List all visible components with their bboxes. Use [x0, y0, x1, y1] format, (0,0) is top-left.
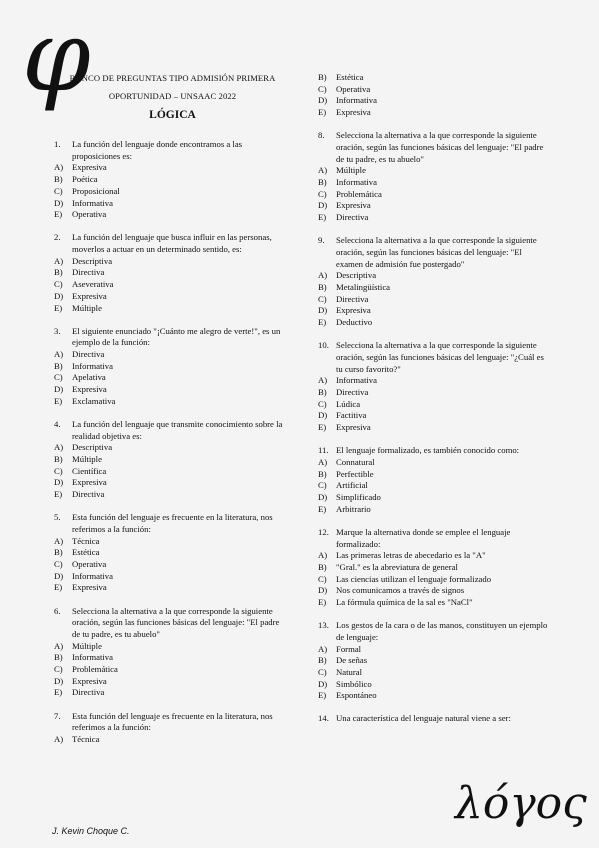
- option: [54, 256, 286, 268]
- option-text: Múltiple: [72, 454, 102, 465]
- option-text: Formal: [336, 643, 362, 654]
- option-text: Operativa: [72, 209, 107, 220]
- option: [318, 492, 550, 504]
- option: [54, 559, 286, 571]
- question: [318, 445, 550, 515]
- option: [318, 574, 550, 586]
- question: [54, 232, 286, 314]
- option-text: Lúdica: [336, 398, 361, 409]
- question: [318, 130, 550, 224]
- option: [318, 387, 550, 399]
- option-text: Exclamativa: [72, 395, 116, 406]
- option-text: Metalingüística: [336, 282, 391, 293]
- question-stem: [318, 235, 550, 270]
- option-letter: C): [318, 480, 327, 491]
- option-letter: D): [318, 492, 328, 503]
- question-text: Selecciona la alternativa a la que corresponde la siguiente oración, según las funciones básicas del lenguaje: "El examen de admisión fue postergado": [336, 235, 537, 269]
- option: [318, 375, 550, 387]
- header-line-1: BANCO DE PREGUNTAS TIPO ADMISIÓN PRIMERA: [69, 73, 276, 83]
- question: [54, 606, 286, 700]
- option-text: Poética: [72, 174, 98, 185]
- option: [318, 597, 550, 609]
- option: [54, 536, 286, 548]
- option-text: Aseverativa: [72, 279, 114, 290]
- question: [54, 139, 286, 221]
- question-text: Selecciona la alternativa a la que corresponde la siguiente oración, según las funciones básicas del lenguaje: "El padre de tu padre, es tu abuelo": [72, 605, 280, 639]
- question-number: 5.: [54, 512, 61, 523]
- option-letter: E): [318, 690, 327, 701]
- option-letter: B): [54, 174, 63, 185]
- option-letter: A): [54, 733, 64, 744]
- option-letter: D): [318, 585, 328, 596]
- logos-word: λόγος: [455, 778, 587, 829]
- option-text: Múltiple: [72, 302, 102, 313]
- option-letter: A): [54, 162, 64, 173]
- option-text: Las primeras letras de abecedario es la "A": [336, 550, 486, 561]
- option-letter: C): [318, 573, 327, 584]
- question-7-continuation: [318, 72, 550, 119]
- option-letter: B): [318, 468, 327, 479]
- question-stem: [54, 512, 286, 535]
- option: [318, 585, 550, 597]
- option-text: Arbitrario: [336, 503, 371, 514]
- page-title: LÓGICA: [149, 109, 196, 121]
- option: [54, 664, 286, 676]
- option-text: Natural: [336, 666, 363, 677]
- option: [54, 162, 286, 174]
- question-stem: [318, 340, 550, 375]
- option-letter: D): [54, 675, 64, 686]
- option-letter: E): [318, 107, 327, 118]
- question-stem: [54, 606, 286, 641]
- option-letter: B): [54, 454, 63, 465]
- option-letter: D): [54, 570, 64, 581]
- option-text: "Gral." es la abreviatura de general: [336, 561, 458, 572]
- option-text: Apelativa: [72, 372, 106, 383]
- option: [54, 384, 286, 396]
- option-text: Expresiva: [336, 422, 371, 433]
- option: [318, 457, 550, 469]
- option-letter: B): [318, 282, 327, 293]
- question: [318, 620, 550, 702]
- question-number: 10.: [318, 340, 329, 351]
- option-letter: A): [318, 643, 328, 654]
- option: [54, 477, 286, 489]
- option-text: De señas: [336, 655, 368, 666]
- option-letter: C): [54, 664, 63, 675]
- option-text: Estética: [336, 72, 364, 82]
- option-text: Directiva: [72, 489, 105, 500]
- option: [318, 165, 550, 177]
- question-number: 8.: [318, 130, 325, 141]
- option: [318, 655, 550, 667]
- option-letter: C): [54, 559, 63, 570]
- question-number: 1.: [54, 139, 61, 149]
- option-text: Operativa: [336, 83, 371, 94]
- option-text: Nos comunicamos a través de signos: [336, 585, 465, 596]
- question-number: 11.: [318, 445, 329, 456]
- option-letter: B): [318, 561, 327, 572]
- option: [318, 422, 550, 434]
- option-text: Descriptiva: [72, 442, 113, 453]
- option-text: Factitiva: [336, 410, 367, 421]
- option-letter: E): [54, 582, 63, 593]
- option: [318, 469, 550, 481]
- option-letter: C): [318, 293, 327, 304]
- question: [54, 326, 286, 408]
- question-text: La función del lenguaje que transmite conocimiento sobre la realidad objetiva es:: [72, 418, 283, 441]
- option: [54, 641, 286, 653]
- option: [54, 372, 286, 384]
- option-text: Simbólico: [336, 678, 372, 689]
- option: [318, 200, 550, 212]
- option: [54, 442, 286, 454]
- option: [54, 687, 286, 699]
- question-stem: [318, 620, 550, 643]
- option-text: Directiva: [72, 349, 105, 360]
- question-text: La función del lenguaje que busca influir en las personas, moverlos a actuar en un determinado sentido, es:: [72, 232, 272, 255]
- option-text: Informativa: [336, 177, 378, 188]
- option-letter: B): [318, 655, 327, 666]
- question: [318, 527, 550, 609]
- option-letter: C): [54, 465, 63, 476]
- question-text: Una característica del lenguaje natural viene a ser:: [336, 713, 511, 724]
- option-letter: E): [318, 422, 327, 433]
- option: [318, 72, 550, 84]
- option: [54, 466, 286, 478]
- option: [318, 667, 550, 679]
- question-number: 14.: [318, 713, 329, 724]
- option-text: Directiva: [72, 267, 105, 278]
- question-number: 6.: [54, 605, 61, 616]
- question-stem: [54, 419, 286, 442]
- option-text: Operativa: [72, 559, 107, 570]
- option-letter: D): [318, 410, 328, 421]
- option-text: Informativa: [72, 652, 114, 663]
- option-letter: B): [54, 547, 63, 558]
- option-letter: B): [318, 177, 327, 188]
- option-letter: D): [318, 200, 328, 211]
- option-text: Técnica: [72, 535, 100, 546]
- option: [54, 267, 286, 279]
- option-text: Informativa: [72, 197, 114, 208]
- option-text: Técnica: [72, 733, 100, 744]
- question-stem: [318, 713, 550, 725]
- question-stem: [54, 232, 286, 255]
- option-text: Directiva: [336, 212, 369, 223]
- question-number: 3.: [54, 325, 61, 336]
- option-letter: E): [318, 503, 327, 514]
- option-letter: D): [54, 197, 64, 208]
- option: [318, 399, 550, 411]
- option-letter: D): [54, 477, 64, 488]
- option-text: Perfectible: [336, 468, 374, 479]
- option: [54, 454, 286, 466]
- option-text: Expresiva: [336, 305, 371, 316]
- option: [318, 84, 550, 96]
- option: [318, 95, 550, 107]
- option-letter: E): [318, 317, 327, 328]
- option: [54, 571, 286, 583]
- header-line-2: OPORTUNIDAD – UNSAAC 2022: [108, 91, 237, 101]
- option-text: Expresiva: [72, 675, 107, 686]
- question-text: Esta función del lenguaje es frecuente en la literatura, nos referimos a la función:: [72, 710, 273, 733]
- option-letter: D): [54, 290, 64, 301]
- question-text: Marque la alternativa donde se emplee el lenguaje formalizado:: [336, 526, 511, 549]
- option-letter: C): [318, 666, 327, 677]
- option: [318, 282, 550, 294]
- question-text: El lenguaje formalizado, es también conocido como:: [336, 445, 520, 456]
- option-letter: A): [54, 442, 64, 453]
- option-letter: D): [318, 95, 328, 106]
- option-letter: B): [318, 387, 327, 398]
- option-letter: A): [54, 255, 64, 266]
- option-text: Expresiva: [336, 107, 371, 118]
- option-text: Problemática: [72, 664, 118, 675]
- question-text: Selecciona la alternativa a la que corresponde la siguiente oración, según las funciones básicas del lenguaje: "El padre de tu padre, es tu abuelo": [336, 130, 544, 164]
- question-number: 9.: [318, 235, 325, 246]
- option: [318, 294, 550, 306]
- option-letter: E): [318, 212, 327, 223]
- option: [54, 547, 286, 559]
- option: [54, 291, 286, 303]
- option: [54, 582, 286, 594]
- left-column: [54, 139, 286, 757]
- option: [318, 189, 550, 201]
- option-letter: A): [54, 640, 64, 651]
- option-text: La fórmula química de la sal es "NaCl": [336, 597, 473, 608]
- question: [54, 419, 286, 501]
- option: [54, 174, 286, 186]
- option-letter: A): [318, 270, 328, 281]
- option: [318, 305, 550, 317]
- option: [54, 396, 286, 408]
- question-text: Esta función del lenguaje es frecuente en la literatura, nos referimos a la función:: [72, 512, 273, 534]
- option-letter: D): [318, 678, 328, 689]
- option-text: Científica: [72, 465, 107, 476]
- option-letter: A): [54, 349, 64, 360]
- option-letter: E): [318, 597, 327, 608]
- phi-symbol: φ: [22, 0, 91, 114]
- option-letter: A): [318, 456, 328, 467]
- option-text: Proposicional: [72, 185, 120, 196]
- question: [318, 340, 550, 434]
- question-text: El siguiente enunciado "¡Cuánto me alegro de verte!", es un ejemplo de la función:: [72, 325, 281, 348]
- option-text: Estética: [72, 547, 100, 558]
- question-text: La función del lenguaje donde encontramos a las proposiciones es:: [72, 139, 243, 161]
- question: [318, 713, 550, 725]
- option-letter: A): [318, 550, 328, 561]
- option: [54, 279, 286, 291]
- option-letter: C): [54, 185, 63, 196]
- option-text: Espontáneo: [336, 690, 377, 701]
- option-letter: E): [54, 395, 63, 406]
- question-stem: [318, 527, 550, 550]
- option-letter: D): [54, 384, 64, 395]
- question: [54, 512, 286, 594]
- question-stem: [318, 130, 550, 165]
- option: [54, 734, 286, 746]
- question-stem: [54, 326, 286, 349]
- option: [54, 209, 286, 221]
- option: [318, 550, 550, 562]
- option: [54, 198, 286, 210]
- option: [54, 489, 286, 501]
- option-text: Descriptiva: [336, 270, 377, 281]
- option-text: Expresiva: [336, 200, 371, 211]
- option-text: Expresiva: [72, 290, 107, 301]
- option-text: Informativa: [336, 375, 378, 386]
- option-letter: B): [54, 652, 63, 663]
- option-text: Deductivo: [336, 317, 373, 328]
- option: [54, 652, 286, 664]
- option-letter: A): [318, 165, 328, 176]
- question-stem: [318, 445, 550, 457]
- option-text: Informativa: [72, 360, 114, 371]
- option: [318, 679, 550, 691]
- question-stem: [54, 711, 286, 734]
- option: [54, 676, 286, 688]
- option-letter: D): [318, 305, 328, 316]
- option-letter: C): [318, 188, 327, 199]
- question-number: 12.: [318, 526, 329, 537]
- question-text: Los gestos de la cara o de las manos, constituyen un ejemplo de lenguaje:: [336, 620, 548, 642]
- option-text: Directiva: [336, 293, 369, 304]
- option: [318, 270, 550, 282]
- option-text: Expresiva: [72, 582, 107, 593]
- option-text: Directiva: [336, 387, 369, 398]
- option-text: Descriptiva: [72, 255, 113, 266]
- option-letter: B): [318, 72, 327, 82]
- question-number: 13.: [318, 620, 329, 631]
- option-text: Expresiva: [72, 162, 107, 173]
- option-letter: C): [54, 279, 63, 290]
- question-stem: [54, 139, 286, 162]
- question-text: Selecciona la alternativa a la que corresponde la siguiente oración, según las funciones básicas del lenguaje: "¿Cuál es tu curso favorito?": [336, 340, 544, 374]
- option-text: Múltiple: [72, 640, 102, 651]
- option-text: Simplificado: [336, 492, 381, 503]
- option-text: Expresiva: [72, 384, 107, 395]
- option-text: Informativa: [72, 570, 114, 581]
- option: [318, 317, 550, 329]
- option: [54, 361, 286, 373]
- question-number: 7.: [54, 710, 61, 721]
- question-number: 4.: [54, 418, 61, 429]
- option-text: Directiva: [72, 687, 105, 698]
- option: [318, 480, 550, 492]
- option-letter: E): [54, 489, 63, 500]
- option-text: Expresiva: [72, 477, 107, 488]
- option: [54, 186, 286, 198]
- right-column: [318, 72, 550, 737]
- question-number: 2.: [54, 232, 61, 243]
- option: [318, 644, 550, 656]
- option-letter: C): [54, 372, 63, 383]
- option-text: Problemática: [336, 188, 382, 199]
- option-text: Connatural: [336, 456, 375, 467]
- option: [54, 349, 286, 361]
- option-letter: E): [54, 209, 63, 220]
- option-letter: A): [318, 375, 328, 386]
- option-letter: A): [54, 535, 64, 546]
- option-text: Las ciencias utilizan el lenguaje formalizado: [336, 573, 492, 584]
- question: [54, 711, 286, 746]
- option-letter: C): [318, 83, 327, 94]
- option: [318, 562, 550, 574]
- option: [318, 177, 550, 189]
- option-text: Múltiple: [336, 165, 366, 176]
- option-text: Informativa: [336, 95, 378, 106]
- option-letter: E): [54, 687, 63, 698]
- option-text: Artificial: [336, 480, 368, 491]
- author-footer: J. Kevin Choque C.: [52, 826, 130, 836]
- option: [318, 504, 550, 516]
- option-letter: E): [54, 302, 63, 313]
- option: [318, 107, 550, 119]
- option: [318, 410, 550, 422]
- option: [54, 303, 286, 315]
- option: [318, 212, 550, 224]
- option-letter: B): [54, 267, 63, 278]
- question: [318, 235, 550, 329]
- option-letter: B): [54, 360, 63, 371]
- option: [318, 690, 550, 702]
- option-letter: C): [318, 398, 327, 409]
